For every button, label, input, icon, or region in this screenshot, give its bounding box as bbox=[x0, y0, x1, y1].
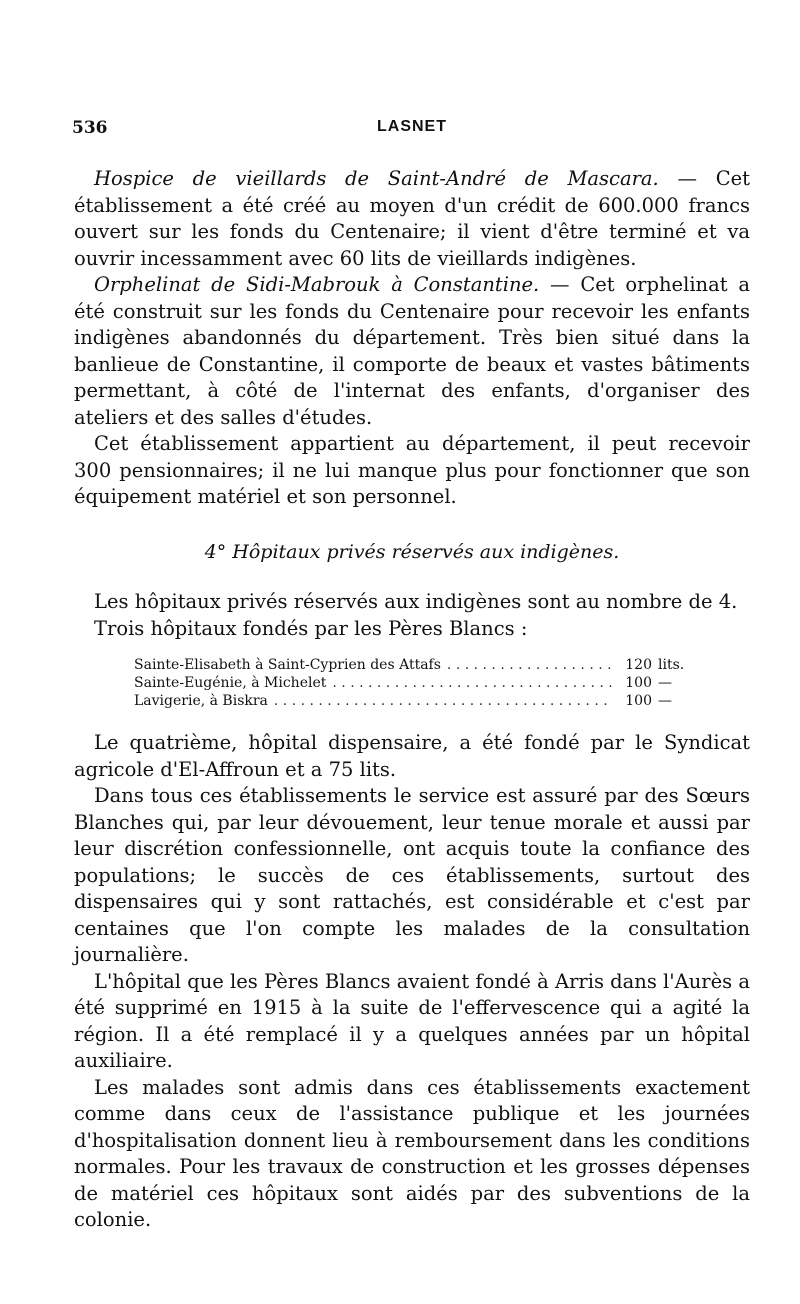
page-number: 536 bbox=[72, 118, 108, 138]
paragraph-orphelinat bbox=[74, 272, 750, 431]
leader-dots bbox=[447, 656, 612, 674]
list-item bbox=[134, 656, 694, 674]
paragraph-intro: Trois hôpitaux fondés par les Pères Blancs : bbox=[94, 616, 528, 640]
running-title: LASNET bbox=[377, 118, 447, 135]
hospital-name: Lavigerie, à Biskra bbox=[134, 693, 268, 709]
leader-dots bbox=[274, 692, 612, 710]
page-header bbox=[72, 118, 752, 148]
page-body bbox=[74, 166, 750, 1234]
hospital-beds: 100 bbox=[625, 675, 652, 691]
hospital-list bbox=[134, 656, 694, 710]
paragraph-lead: Orphelinat de Sidi-Mabrouk à Constantine. bbox=[94, 273, 540, 296]
leader-dots bbox=[332, 674, 612, 692]
hospital-unit: lits. bbox=[658, 657, 685, 673]
hospital-unit: — bbox=[658, 675, 672, 691]
paragraph-quatrieme: Le quatrième, hôpital dispensaire, a été fondé par le Syndicat agricole d'El-Affroun et a 75 lits. bbox=[74, 731, 750, 781]
paragraph-arris: L'hôpital que les Pères Blancs avaient fondé à Arris dans l'Aurès a été supprimé en 1915 à la suite de l'effervescence qui a agité la région. Il a été remplacé il y a quelques années par un hôpital auxiliaire. bbox=[74, 969, 750, 1072]
section-title: 4° Hôpitaux privés réservés aux indigènes. bbox=[204, 540, 620, 563]
paragraph-soeurs: Dans tous ces établissements le service est assuré par des Sœurs Blanches qui, par leur dévouement, leur tenue morale et aussi par leur discrétion confessionnelle, ont acquis toute la confiance des populations; le succès de ces établissements, surtout des dispensaires qui y sont rattachés, est considérable et c'est par centaines que l'on compte les malades de la consultation journalière. bbox=[74, 784, 750, 966]
list-item bbox=[134, 692, 694, 710]
paragraph-text: — Cet orphelinat a été construit sur les fonds du Centenaire pour recevoir les enfants indigènes abandonnés du département. Très bien situé dans la banlieue de Constantine, il comporte de beaux et vastes bâtiments permettant, à côté de l'internat des enfants, d'organiser des ateliers et des salles d'études. bbox=[74, 273, 750, 429]
hospital-unit: — bbox=[658, 693, 672, 709]
paragraph-etablissement: Cet établissement appartient au département, il peut recevoir 300 pensionnaires; il ne lui manque plus pour fonctionner que son équipement matériel et son personnel. bbox=[74, 432, 750, 508]
list-item bbox=[134, 674, 694, 692]
paragraph-lead: Hospice de vieillards de Saint-André de Mascara. bbox=[94, 167, 659, 190]
hospital-beds: 100 bbox=[625, 693, 652, 709]
paragraph-hospice bbox=[74, 166, 750, 272]
hospital-name: Sainte-Elisabeth à Saint-Cyprien des Attafs bbox=[134, 657, 441, 673]
paragraph-text: — Cet établissement a été créé au moyen d'un crédit de 600.000 francs ouvert sur les fonds du Centenaire; il vient d'être terminé et va ouvrir incessamment avec 60 lits de vieillards indigènes. bbox=[74, 167, 750, 270]
paragraph-intro: Les hôpitaux privés réservés aux indigènes sont au nombre de 4. bbox=[94, 590, 738, 613]
paragraph-malades: Les malades sont admis dans ces établissements exactement comme dans ceux de l'assistance publique et les journées d'hospitalisation donnent lieu à remboursement dans les conditions normales. Pour les travaux de construction et les grosses dépenses de matériel ces hôpitaux sont aidés par des subventions de la colonie. bbox=[74, 1075, 750, 1231]
hospital-name: Sainte-Eugénie, à Michelet bbox=[134, 675, 327, 691]
hospital-beds: 120 bbox=[625, 657, 652, 673]
